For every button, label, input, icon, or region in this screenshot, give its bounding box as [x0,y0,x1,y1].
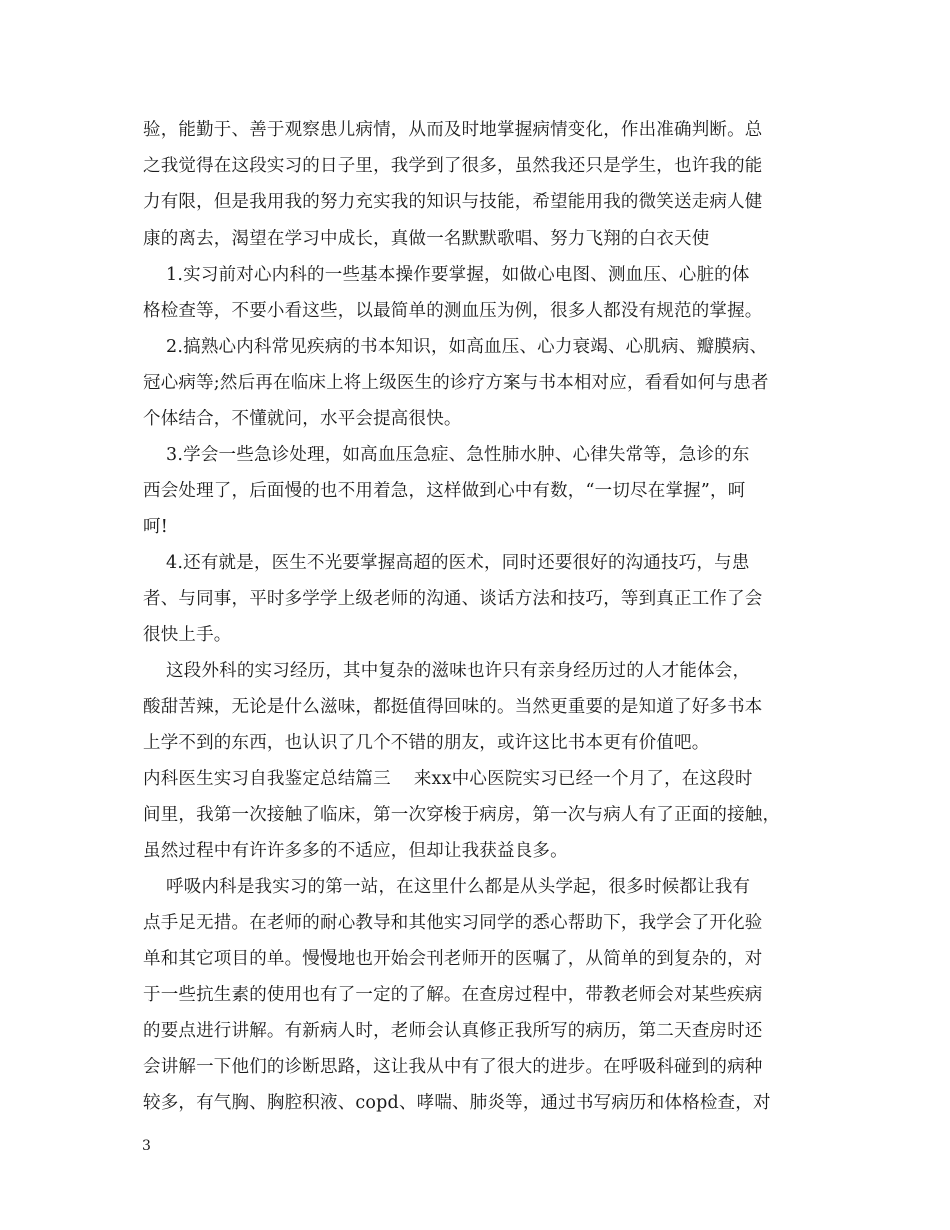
text-line: 的要点进行讲解。有新病人时，老师会认真修正我所写的病历，第二天查房时还 [143,1021,763,1041]
text-line: 格检查等，不要小看这些，以最简单的测血压为例，很多人都没有规范的掌握。 [143,301,763,321]
text-line: 内科医生实习自我鉴定总结篇三 来xx中心医院实习已经一个月了，在这段时 [143,769,753,789]
text-line: 呼吸内科是我实习的第一站，在这里什么都是从头学起，很多时候都让我有 [143,877,751,897]
text-line: 呵! [143,517,168,537]
text-line: 很快上手。 [143,625,232,645]
text-line: 这段外科的实习经历，其中复杂的滋味也许只有亲身经历过的人才能体会， [143,661,751,681]
text-line: 西会处理了，后面慢的也不用着急，这样做到心中有数，“一切尽在掌握”，呵 [143,481,746,501]
text-line: 较多，有气胸、胸腔积液、copd、哮喘、肺炎等，通过书写病历和体格检查，对 [143,1093,771,1113]
text-line: 1.实习前对心内科的一些基本操作要掌握，如做心电图、测血压、心脏的体 [143,265,750,285]
text-line: 个体结合，不懂就问，水平会提高很快。 [143,409,462,429]
text-line: 力有限，但是我用我的努力充实我的知识与技能，希望能用我的微笑送走病人健 [143,192,763,212]
text-line: 之我觉得在这段实习的日子里，我学到了很多，虽然我还只是学生，也许我的能 [143,156,763,176]
text-line: 康的离去，渴望在学习中成长，真做一名默默歌唱、努力飞翔的白衣天使 [143,229,710,249]
page-number: 3 [142,1138,151,1154]
text-line: 验，能勤于、善于观察患儿病情，从而及时地掌握病情变化，作出准确判断。总 [143,120,763,140]
text-line: 3.学会一些急诊处理，如高血压急症、急性肺水肿、心律失常等，急诊的东 [143,445,750,465]
text-line: 于一些抗生素的使用也有了一定的了解。在查房过程中，带教老师会对某些疾病 [143,985,763,1005]
text-line: 会讲解一下他们的诊断思路，这让我从中有了很大的进步。在呼吸科碰到的病种 [143,1057,763,1077]
text-line: 4.还有就是，医生不光要掌握高超的医术，同时还要很好的沟通技巧，与患 [143,553,750,573]
text-line: 上学不到的东西，也认识了几个不错的朋友，或许这比书本更有价值吧。 [143,733,710,753]
text-line: 冠心病等;然后再在临床上将上级医生的诊疗方案与书本相对应，看看如何与患者 [143,373,769,393]
text-line: 单和其它项目的单。慢慢地也开始会刊老师开的医嘱了，从简单的到复杂的，对 [143,949,763,969]
text-line: 间里，我第一次接触了临床，第一次穿梭于病房，第一次与病人有了正面的接触， [143,805,781,825]
text-line: 者、与同事，平时多学学上级老师的沟通、谈话方法和技巧，等到真正工作了会 [143,589,763,609]
text-line: 酸甜苦辣，无论是什么滋味，都挺值得回味的。当然更重要的是知道了好多书本 [143,697,763,717]
text-line: 虽然过程中有许许多多的不适应，但却让我获益良多。 [143,841,568,861]
text-line: 2.搞熟心内科常见疾病的书本知识，如高血压、心力衰竭、心肌病、瓣膜病、 [143,337,768,357]
text-line: 点手足无措。在老师的耐心教导和其他实习同学的悉心帮助下，我学会了开化验 [143,913,763,933]
